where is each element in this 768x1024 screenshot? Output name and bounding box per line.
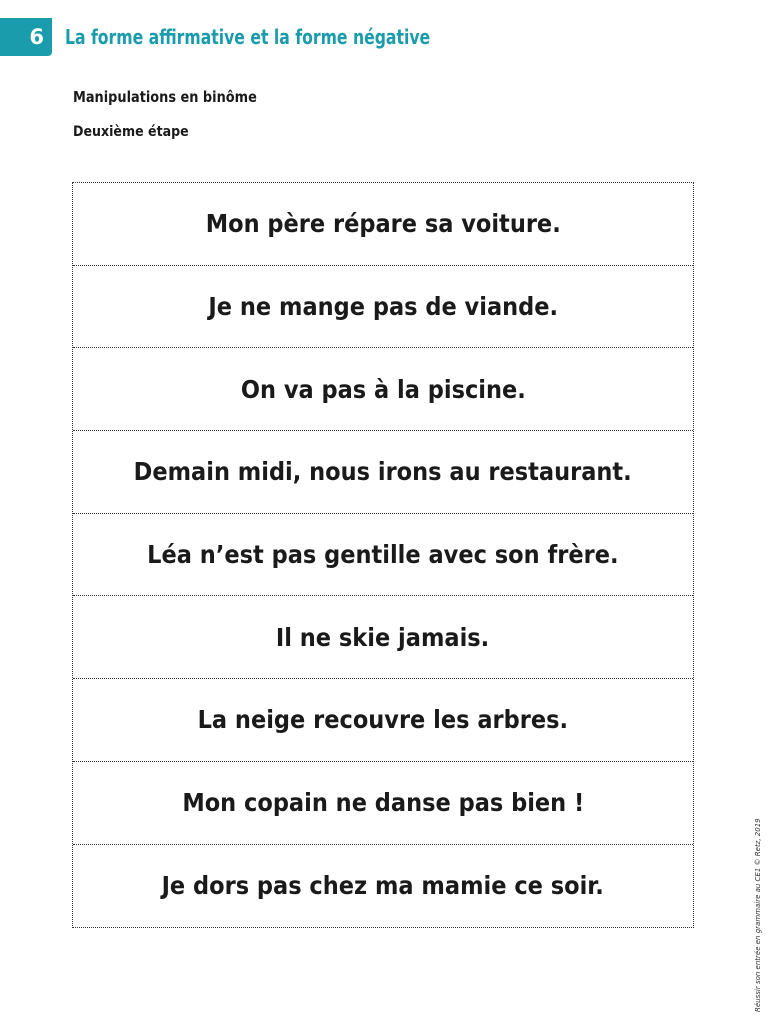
- chapter-number: 6: [29, 24, 44, 49]
- sentence-row: [73, 679, 693, 762]
- sentence-text: La neige recouvre les arbres.: [197, 705, 569, 735]
- sentence-row: [73, 266, 693, 349]
- sentence-row: [73, 596, 693, 679]
- copyright-note: Réussir son entrée en grammaire au CE1 © Retz, 2019: [754, 818, 762, 1012]
- page-title: La forme affirmative et la forme négative: [65, 25, 431, 49]
- sentence-text: Il ne skie jamais.: [276, 622, 490, 652]
- step-label: Deuxième étape: [73, 124, 189, 140]
- chapter-tab: [0, 18, 52, 56]
- sentence-text: Léa n’est pas gentille avec son frère.: [147, 540, 619, 570]
- sentence-row: [73, 514, 693, 597]
- sentence-table: [72, 182, 694, 928]
- sentence-row: [73, 348, 693, 431]
- sentence-text: Je ne mange pas de viande.: [208, 292, 558, 322]
- sentence-row: [73, 183, 693, 266]
- sentence-row: [73, 762, 693, 845]
- sentence-text: Mon copain ne danse pas bien !: [182, 788, 584, 818]
- sentence-text: Demain midi, nous irons au restaurant.: [133, 457, 633, 487]
- sentence-row: [73, 845, 693, 928]
- sentence-text: Mon père répare sa voiture.: [205, 209, 561, 239]
- section-heading: Manipulations en binôme: [73, 88, 257, 106]
- sentence-row: [73, 431, 693, 514]
- sentence-text: Je dors pas chez ma mamie ce soir.: [161, 871, 605, 901]
- sentence-text: On va pas à la piscine.: [240, 374, 526, 404]
